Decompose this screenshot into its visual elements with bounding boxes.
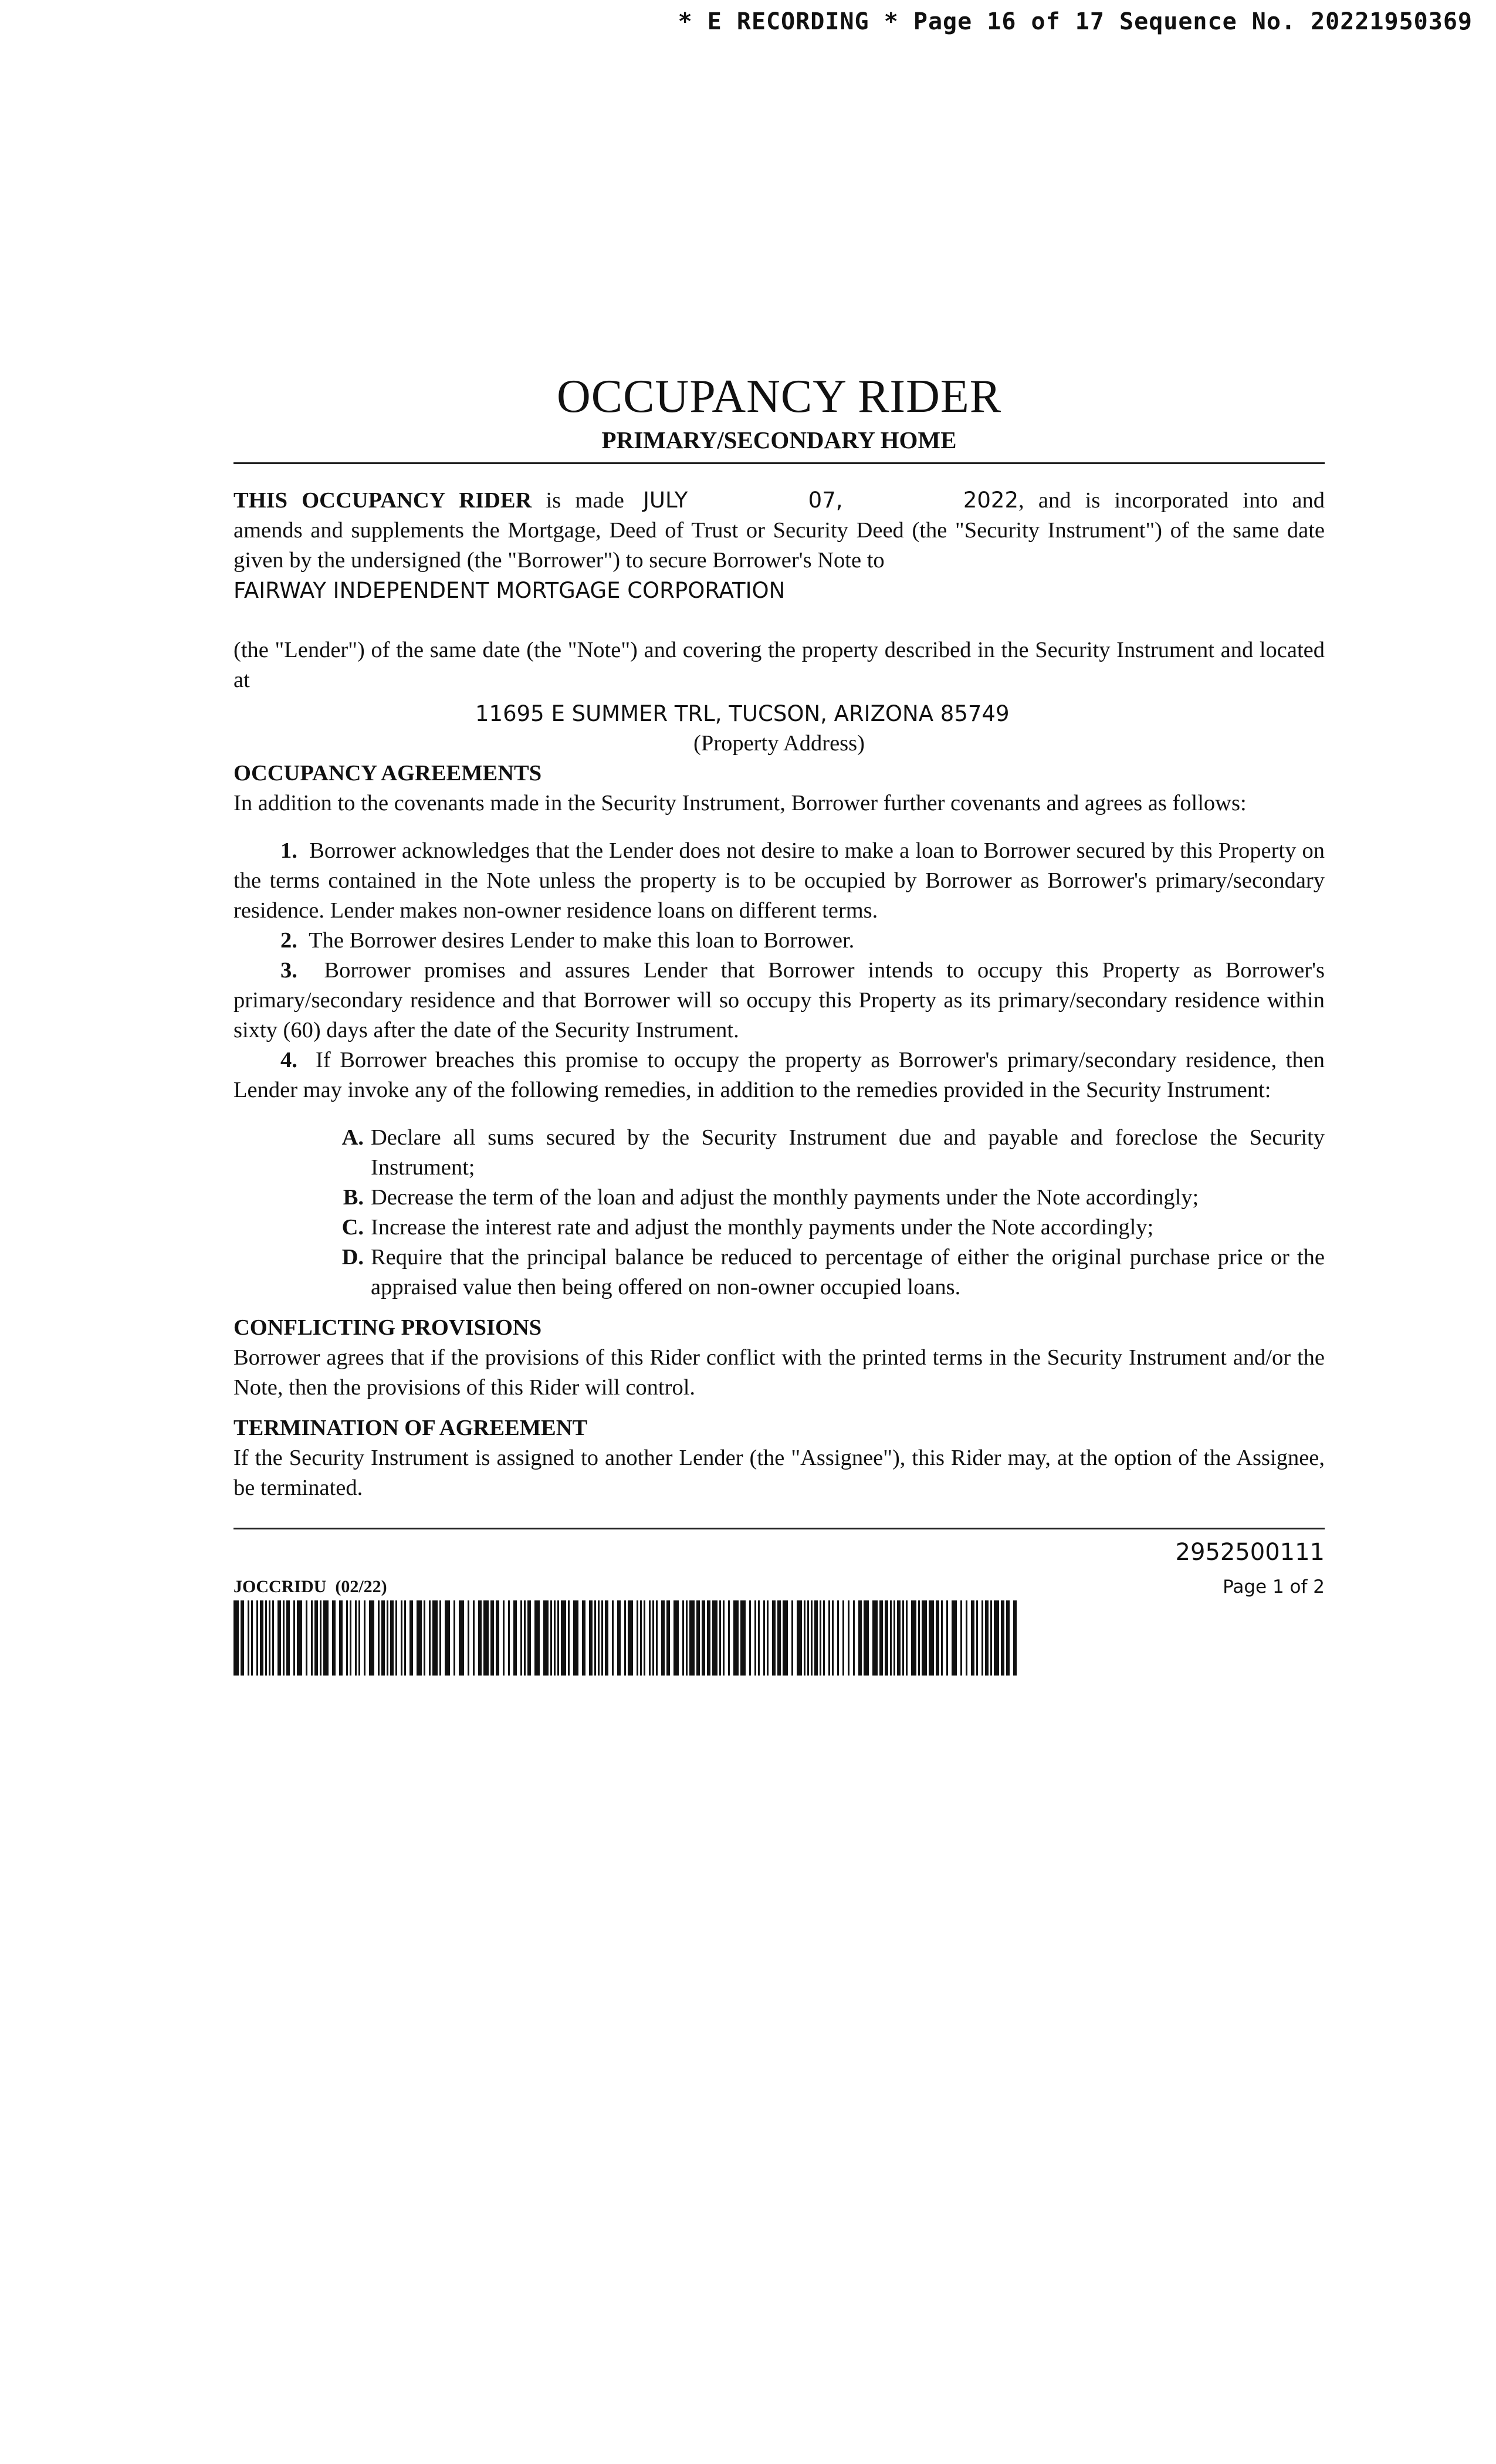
barcode-bar <box>842 1600 844 1676</box>
remedy-d <box>233 1243 1325 1302</box>
remedy-text: Decrease the term of the loan and adjust the monthly payments under the Note accordingly; <box>371 1185 1199 1210</box>
occupancy-items <box>233 836 1325 1105</box>
barcode-bar <box>432 1600 438 1676</box>
barcode-bar <box>644 1600 645 1676</box>
barcode-bar <box>922 1600 927 1676</box>
barcode-bar <box>1006 1600 1010 1676</box>
barcode-bar <box>985 1600 989 1676</box>
barcode-bar <box>814 1600 818 1676</box>
document-title: OCCUPANCY RIDER <box>556 371 1002 422</box>
barcode-bar <box>893 1600 895 1676</box>
barcode-bar <box>364 1600 365 1676</box>
occupancy-intro: In addition to the covenants made in the Security Instrument, Borrower further covenants and agrees as follows: <box>233 791 1247 815</box>
barcode-bar <box>754 1600 756 1676</box>
barcode-bar <box>652 1600 654 1676</box>
barcode-bar <box>417 1600 422 1676</box>
barcode-bar <box>306 1600 307 1676</box>
header-divider <box>233 462 1325 464</box>
lender-name: FAIRWAY INDEPENDENT MORTGAGE CORPORATION <box>233 578 786 603</box>
barcode-bar <box>283 1600 285 1676</box>
barcode-bar <box>832 1600 834 1676</box>
barcode-bar <box>640 1600 642 1676</box>
barcode-bar <box>369 1600 374 1676</box>
remedy-a <box>233 1123 1325 1183</box>
barcode-bar <box>582 1600 585 1676</box>
remedy-text: Require that the principal balance be reduced to percentage of either the original purchase price or the appraised value then being offered on non-owner occupied loans. <box>371 1245 1325 1299</box>
barcode-bar <box>682 1600 684 1676</box>
barcode-bar <box>649 1600 651 1676</box>
barcode-bar <box>409 1600 413 1676</box>
termination-text: If the Security Instrument is assigned to another Lender (the "Assignee"), this Rider may, at the option of the Assignee, be terminated. <box>233 1446 1325 1500</box>
remedies-list <box>233 1123 1325 1302</box>
barcode-bar <box>971 1600 974 1676</box>
barcode-bar <box>395 1600 397 1676</box>
barcode-bar <box>941 1600 943 1676</box>
barcode <box>233 1600 1020 1676</box>
barcode-bar <box>897 1600 901 1676</box>
barcode-bar <box>401 1600 402 1676</box>
barcode-bar <box>241 1600 244 1676</box>
barcode-bar <box>260 1600 263 1676</box>
barcode-bar <box>453 1600 455 1676</box>
barcode-bar <box>911 1600 916 1676</box>
intro-lead: THIS OCCUPANCY RIDER <box>233 488 532 513</box>
barcode-bar <box>320 1600 321 1676</box>
intro-line1-tail: , and is incorporated into and <box>1018 488 1325 513</box>
barcode-bar <box>777 1600 781 1676</box>
barcode-bar <box>823 1600 825 1676</box>
conflicting-provisions-heading: CONFLICTING PROVISIONS <box>233 1315 542 1340</box>
page-count: Page 1 of 2 <box>1223 1576 1325 1597</box>
barcode-bar <box>772 1600 776 1676</box>
barcode-bar <box>508 1600 510 1676</box>
barcode-bar <box>656 1600 658 1676</box>
barcode-bar <box>554 1600 556 1676</box>
barcode-bar <box>804 1600 805 1676</box>
rider-date: JULY 07, 2022 <box>643 488 1019 513</box>
barcode-bar <box>323 1600 329 1676</box>
remedy-b <box>233 1183 1325 1213</box>
occupancy-item-3 <box>233 956 1325 1045</box>
barcode-bar <box>723 1600 725 1676</box>
barcode-bar <box>990 1600 992 1676</box>
barcode-bar <box>879 1600 883 1676</box>
item-number: 1. <box>280 838 297 863</box>
recording-header: * E RECORDING * Page 16 of 17 Sequence No. 20221950369 <box>678 8 1473 35</box>
item-number: 3. <box>280 958 297 983</box>
barcode-bar <box>473 1600 475 1676</box>
barcode-bar <box>256 1600 258 1676</box>
intro-body: amends and supplements the Mortgage, Deed of Trust or Security Deed (the "Security Instrument") of the same date given by the undersigned (the "Borrower") to secure Borrower's Note to <box>233 518 1325 573</box>
property-address: 11695 E SUMMER TRL, TUCSON, ARIZONA 85749 <box>475 701 1010 726</box>
barcode-bar <box>976 1600 978 1676</box>
barcode-bar <box>994 1600 999 1676</box>
barcode-bar <box>763 1600 765 1676</box>
barcode-bar <box>355 1600 357 1676</box>
barcode-bar <box>767 1600 769 1676</box>
barcode-bar <box>490 1600 494 1676</box>
barcode-bar <box>902 1600 904 1676</box>
barcode-bar <box>277 1600 281 1676</box>
barcode-bar <box>534 1600 540 1676</box>
termination-heading: TERMINATION OF AGREEMENT <box>233 1416 588 1440</box>
remedy-text: Increase the interest rate and adjust the monthly payments under the Note accordingly; <box>371 1215 1154 1240</box>
barcode-bar <box>557 1600 559 1676</box>
barcode-bar <box>527 1600 531 1676</box>
intro-first-line <box>233 485 1325 516</box>
item-text: If Borrower breaches this promise to occupy the property as Borrower's primary/secondary residence, then Lender may invoke any of the following remedies, in addition to the remedies provided in the Security Instrument: <box>233 1048 1325 1102</box>
barcode-bar <box>807 1600 809 1676</box>
barcode-bar <box>666 1600 670 1676</box>
remedy-letter: D. <box>341 1245 364 1270</box>
barcode-bar <box>707 1600 710 1676</box>
barcode-bar <box>520 1600 522 1676</box>
barcode-bar <box>350 1600 351 1676</box>
barcode-bar <box>673 1600 679 1676</box>
footer-row <box>233 1577 1325 1597</box>
barcode-bar <box>598 1600 600 1676</box>
barcode-bar <box>269 1600 270 1676</box>
barcode-bar <box>864 1600 869 1676</box>
barcode-bar <box>828 1600 830 1676</box>
remedy-text: Declare all sums secured by the Security Instrument due and payable and foreclose the Security Instrument; <box>371 1125 1325 1180</box>
remedy-letter: A. <box>341 1125 364 1150</box>
barcode-bar <box>1013 1600 1017 1676</box>
barcode-bar <box>513 1600 517 1676</box>
barcode-bar <box>936 1600 939 1676</box>
intro-after-lender: (the "Lender") of the same date (the "Note") and covering the property described in the Security Instrument and located at <box>233 638 1325 692</box>
barcode-bar <box>293 1600 295 1676</box>
occupancy-rider-document <box>233 370 1325 1676</box>
blank-line <box>233 605 1325 635</box>
barcode-bar <box>524 1600 526 1676</box>
barcode-bar <box>424 1600 425 1676</box>
barcode-bar <box>797 1600 802 1676</box>
barcode-bar <box>885 1600 888 1676</box>
item-number: 4. <box>280 1048 297 1072</box>
barcode-bar <box>358 1600 360 1676</box>
barcode-bar <box>248 1600 249 1676</box>
barcode-bar <box>265 1600 267 1676</box>
occupancy-item-4 <box>233 1045 1325 1105</box>
conflicting-provisions-text: Borrower agrees that if the provisions of this Rider conflict with the printed terms in the Security Instrument and/or the Note, then the provisions of this Rider will control. <box>233 1345 1325 1400</box>
barcode-bar <box>686 1600 688 1676</box>
barcode-bar <box>918 1600 920 1676</box>
barcode-bar <box>740 1600 746 1676</box>
barcode-bar <box>404 1600 406 1676</box>
barcode-bar <box>550 1600 552 1676</box>
barcode-bar <box>381 1600 385 1676</box>
barcode-bar <box>811 1600 813 1676</box>
barcode-bar <box>906 1600 908 1676</box>
barcode-bar <box>439 1600 441 1676</box>
item-number: 2. <box>280 928 297 953</box>
barcode-bar <box>445 1600 450 1676</box>
item-text: Borrower acknowledges that the Lender does not desire to make a loan to Borrower secured by this Property on the terms contained in the Note unless the property is to be occupied by Borrower as Borrower's primary/secondary residence. Lender makes non-owner residence loans on different terms. <box>233 838 1325 923</box>
barcode-bar <box>960 1600 962 1676</box>
barcode-bar <box>387 1600 388 1676</box>
barcode-bar <box>890 1600 892 1676</box>
barcode-bar <box>332 1600 336 1676</box>
barcode-bar <box>783 1600 788 1676</box>
property-address-caption: (Property Address) <box>693 731 865 756</box>
barcode-bar <box>1001 1600 1004 1676</box>
barcode-bar <box>728 1600 730 1676</box>
occupancy-item-2 <box>233 926 1325 956</box>
barcode-bar <box>429 1600 431 1676</box>
barcode-bar <box>573 1600 578 1676</box>
barcode-bar <box>820 1600 821 1676</box>
barcode-bar <box>791 1600 793 1676</box>
form-code: JOCCRIDU (02/22) <box>233 1577 387 1596</box>
barcode-bar <box>617 1600 621 1676</box>
occupancy-agreements-heading: OCCUPANCY AGREEMENTS <box>233 761 542 786</box>
barcode-bar <box>589 1600 593 1676</box>
barcode-bar <box>848 1600 849 1676</box>
barcode-bar <box>758 1600 760 1676</box>
barcode-bar <box>594 1600 596 1676</box>
barcode-bar <box>378 1600 380 1676</box>
barcode-bar <box>483 1600 489 1676</box>
occupancy-item-1 <box>233 836 1325 926</box>
barcode-bar <box>858 1600 862 1676</box>
barcode-bar <box>733 1600 739 1676</box>
item-text: Borrower promises and assures Lender that Borrower intends to occupy this Property as Borrower's primary/secondary residence and that Borrower will so occupy this Property as its primary/secondary residence within sixty (60) days after the date of the Security Instrument. <box>233 958 1325 1043</box>
barcode-bar <box>719 1600 721 1676</box>
barcode-bar <box>853 1600 855 1676</box>
remedy-letter: C. <box>341 1215 364 1240</box>
barcode-bar <box>468 1600 469 1676</box>
barcode-bar <box>286 1600 290 1676</box>
barcode-bar <box>568 1600 570 1676</box>
barcode-bar <box>929 1600 934 1676</box>
barcode-bar <box>503 1600 505 1676</box>
barcode-bar <box>712 1600 717 1676</box>
document-subtitle: PRIMARY/SECONDARY HOME <box>601 427 957 453</box>
intro-made-text: is made <box>532 488 639 513</box>
barcode-bar <box>311 1600 313 1676</box>
barcode-bar <box>628 1600 633 1676</box>
barcode-bar <box>661 1600 665 1676</box>
footer-divider <box>233 1528 1325 1529</box>
barcode-bar <box>297 1600 302 1676</box>
barcode-bar <box>689 1600 695 1676</box>
barcode-bar <box>952 1600 957 1676</box>
barcode-bar <box>496 1600 499 1676</box>
barcode-bar <box>272 1600 274 1676</box>
barcode-bar <box>872 1600 878 1676</box>
barcode-bar <box>637 1600 638 1676</box>
barcode-bar <box>601 1600 603 1676</box>
barcode-bar <box>543 1600 549 1676</box>
barcode-bar <box>624 1600 626 1676</box>
remedy-c <box>233 1213 1325 1243</box>
barcode-bar <box>478 1600 482 1676</box>
barcode-bar <box>314 1600 318 1676</box>
barcode-bar <box>966 1600 967 1676</box>
barcode-bar <box>561 1600 566 1676</box>
remedy-letter: B. <box>343 1185 364 1210</box>
barcode-bar <box>981 1600 983 1676</box>
loan-number: 2952500111 <box>1175 1539 1325 1566</box>
barcode-bar <box>390 1600 394 1676</box>
item-text: The Borrower desires Lender to make this loan to Borrower. <box>309 928 855 953</box>
barcode-bar <box>605 1600 608 1676</box>
barcode-bar <box>749 1600 751 1676</box>
barcode-bar <box>346 1600 348 1676</box>
barcode-bar <box>251 1600 253 1676</box>
barcode-bar <box>339 1600 343 1676</box>
barcode-bar <box>612 1600 614 1676</box>
barcode-bar <box>696 1600 700 1676</box>
barcode-bar <box>459 1600 464 1676</box>
barcode-bar <box>946 1600 948 1676</box>
barcode-bar <box>837 1600 839 1676</box>
barcode-bar <box>233 1600 239 1676</box>
barcode-bar <box>702 1600 705 1676</box>
